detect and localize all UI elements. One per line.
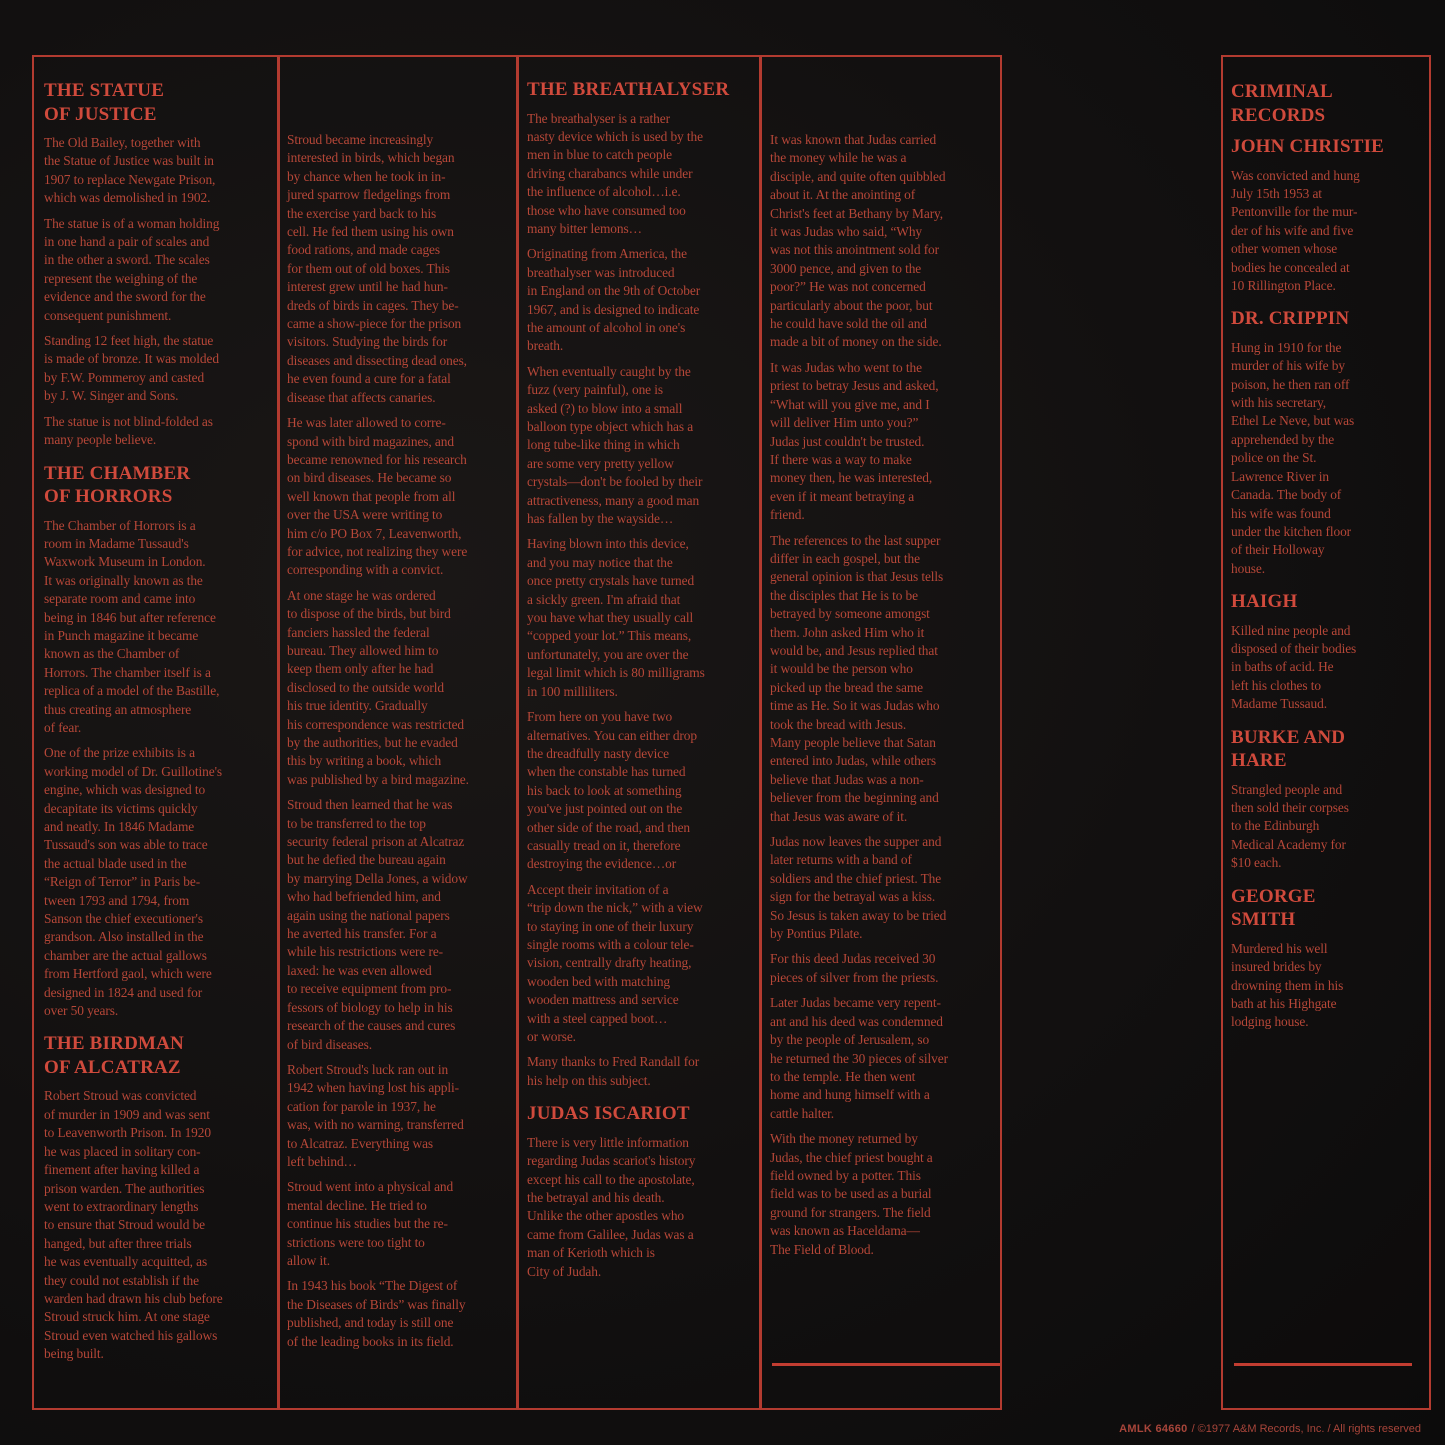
- paragraph: One of the prize exhibits is a working model of Dr. Guillotine's engine, which was designed to decapitate its victims quickly and neatly. In 1846 Madame Tussaud's son was able to trace the actual blade used in the “Reign of Terror” in Paris be- tween 1793 and 1794, from Sanson the chief executioner's grandson. Also installed in the chamber are the actual gallows from Hertford gaol, which were designed in 1824 and used for over 50 years.: [44, 745, 223, 1019]
- column-1: [44, 77, 276, 1371]
- paragraph: He was later allowed to corre- spond with bird magazines, and became renowned for his research on bird diseases. He became so well known that people from all over the USA were writing to him c/o PO Box 7, Leavenworth, for advice, not realizing they were corresponding with a convict.: [287, 415, 468, 578]
- catalog-number: AMLK 64660: [1119, 1423, 1188, 1435]
- paragraph: Stroud went into a physical and mental decline. He tried to continue his studies but the re- strictions were too tight to allow it.: [287, 1179, 454, 1268]
- paragraph: Originating from America, the breathalyser was introduced in England on the 9th of October 1967, and is designed to indicate the amount of alcohol in one's breath.: [527, 246, 701, 354]
- heading-judas-iscariot: JUDAS ISCARIOT: [527, 1103, 690, 1125]
- paragraph: It was known that Judas carried the money while he was a disciple, and quite often quibbled about it. At the anointing of Christ's feet at Bethany by Mary, it was Judas who said, “Why was not this anointment sold for 3000 pence, and given to the poor?” He was not concerned particularly about the poor, but he could have sold the oil and made a bit of money on the side.: [770, 132, 946, 350]
- divider-rule-column-4: [772, 1363, 1000, 1366]
- paragraph: Stroud became increasingly interested in birds, which began by chance when he took in in- jured sparrow fledgelings from the exercise yard back to his cell. He fed them using his own food rations, and made cages for them out of old boxes. This interest grew until he had hun- dreds of birds in cages. They be- came a show-piece for the prison visitors. Studying the birds for diseases and dissecting dead ones, he even found a cure for a fatal disease that affects canaries.: [287, 132, 467, 405]
- paragraph: It was Judas who went to the priest to betray Jesus and asked, “What will you give me, and I will deliver Him unto you?” Judas just couldn't be trusted. If there was a way to make money then, he was interested, even if it meant betraying a friend.: [770, 359, 939, 523]
- paragraph: Many thanks to Fred Randall for his help on this subject.: [527, 1054, 700, 1088]
- paragraph: Robert Stroud's luck ran out in 1942 when having lost his appli- cation for parole in 1937, he was, with no warning, transferred to Alcatraz. Everything was left behind…: [287, 1061, 464, 1169]
- paragraph: Stroud then learned that he was to be transferred to the top security federal prison at Alcatraz but he defied the bureau again by marrying Della Jones, a widow who had befriended him, and again using the national papers he averted his transfer. For a while his restrictions were re- laxed: he was even allowed to receive equipment from pro- fessors of biology to help in his research of the causes and cures of bird diseases.: [287, 797, 468, 1052]
- paragraph: The statue is of a woman holding in one hand a pair of scales and in the other a sword. The scales represent the weighing of the evidence and the sword for the consequent punishment.: [44, 215, 220, 323]
- paragraph: Hung in 1910 for the murder of his wife by poison, he then ran off with his secretary, Ethel Le Neve, but was apprehended by the police on the St. Lawrence River in Canada. The body of his wife was found under the kitchen floor of their Holloway house.: [1231, 339, 1355, 576]
- copyright-notice: / ©1977 A&M Records, Inc. / All rights reserved: [1191, 1423, 1421, 1435]
- paragraph: Accept their invitation of a “trip down the nick,” with a view to staying in one of their luxury single rooms with a colour tele- vision, centrally drafty heating, wooden bed with matching wooden mattress and service with a steel capped boot… or worse.: [527, 881, 703, 1044]
- paragraph: Murdered his well insured brides by drowning them in his bath at his Highgate lodging house.: [1231, 940, 1344, 1030]
- paragraph: The Chamber of Horrors is a room in Madame Tussaud's Waxwork Museum in London. It was originally known as the separate room and came into being in 1846 but after reference in Punch magazine it became known as the Chamber of Horrors. The chamber itself is a replica of a model of the Bastille, thus creating an atmosphere of fear.: [44, 517, 220, 735]
- heading-george-smith: GEORGE SMITH: [1231, 885, 1316, 931]
- paragraph: Strangled people and then sold their corpses to the Edinburgh Medical Academy for $10 each.: [1231, 781, 1349, 871]
- divider-rule-column-5: [1234, 1363, 1412, 1366]
- paragraph: The Old Bailey, together with the Statue of Justice was built in 1907 to replace Newgate Prison, which was demolished in 1902.: [44, 135, 216, 206]
- paragraph: When eventually caught by the fuzz (very painful), one is asked (?) to blow into a small balloon type object which has a long tube-like thing in which are some very pretty yellow crystals—don't be fooled by their attractiveness, many a good man has fallen by the wayside…: [527, 363, 703, 527]
- paragraph: At one stage he was ordered to dispose of the birds, but bird fanciers hassled the federal bureau. They allowed him to keep them only after he had disclosed to the outside world his true identity. Gradually his correspondence was restricted by the authorities, but he evaded this by writing a book, which was published by a bird magazine.: [287, 587, 469, 787]
- column-4: [770, 131, 1000, 1266]
- heading-breathalyser: THE BREATHALYSER: [527, 79, 730, 100]
- paragraph: Was convicted and hung July 15th 1953 at Pentonville for the mur- der of his wife and five other women whose bodies he concealed at 10 Rillington Place.: [1231, 167, 1360, 293]
- heading-birdman-of-alcatraz: THE BIRDMAN OF ALCATRAZ: [44, 1033, 184, 1078]
- paragraph: Killed nine people and disposed of their bodies in baths of acid. He left his clothes to Madame Tussaud.: [1231, 622, 1357, 712]
- footer-credits: [1119, 1423, 1421, 1435]
- heading-chamber-of-horrors: THE CHAMBER OF HORRORS: [44, 462, 191, 507]
- paragraph: There is very little information regarding Judas scariot's history except his call to the apostolate, the betrayal and his death. Unlike the other apostles who came from Galilee, Judas was a man of Kerioth which is City of Judah.: [527, 1134, 696, 1279]
- paragraph: Judas now leaves the supper and later returns with a band of soldiers and the chief priest. The sign for the betrayal was a kiss. So Jesus is taken away to be tried by Pontius Pilate.: [770, 834, 947, 942]
- heading-dr-crippin: DR. CRIPPIN: [1231, 308, 1350, 330]
- paragraph: Later Judas became very repent- ant and his deed was condemned by the people of Jerusalem, so he returned the 30 pieces of silver to the temple. He then went home and hung himself with a cattle halter.: [770, 995, 948, 1121]
- paragraph: With the money returned by Judas, the chief priest bought a field owned by a potter. This field was to be used as a burial ground for strangers. The field was known as Haceldama— The Field of Blood.: [770, 1131, 933, 1257]
- heading-statue-of-justice: THE STATUE OF JUSTICE: [44, 80, 165, 125]
- column-3: [527, 76, 759, 1288]
- column-5: [1231, 78, 1427, 1039]
- paragraph: Standing 12 feet high, the statue is made of bronze. It was molded by F.W. Pommeroy and casted by J. W. Singer and Sons.: [44, 333, 219, 404]
- paragraph: In 1943 his book “The Digest of the Diseases of Birds” was finally published, and today is still one of the leading books in its field.: [287, 1278, 466, 1349]
- paragraph: From here on you have two alternatives. You can either drop the dreadfully nasty device when the constable has turned his back to look at something you've just pointed out on the other side of the road, and then casually tread on it, therefore destroying the evidence…or: [527, 709, 697, 872]
- paragraph: The references to the last supper differ in each gospel, but the general opinion is that Jesus tells the disciples that He is to be betrayed by someone amongst them. John asked Him who it would be, and Jesus replied that it would be the person who picked up the bread the same time as He. So it was Judas who took the bread with Jesus. Many people believe that Satan entered into Judas, while others believe that Judas was a non- believer from the beginning and that Jesus was aware of it.: [770, 532, 944, 824]
- heading-burke-and-hare: BURKE AND HARE: [1231, 726, 1346, 772]
- column-2: [287, 131, 515, 1358]
- heading-john-christie: JOHN CHRISTIE: [1231, 136, 1385, 157]
- heading-haigh: HAIGH: [1231, 591, 1298, 613]
- paragraph: The statue is not blind-folded as many people believe.: [44, 413, 213, 448]
- paragraph: Having blown into this device, and you may notice that the once pretty crystals have turned a sickly green. I'm afraid that you have what they usually call “copped your lot.” This means, unfortunately, you are over the legal limit which is 80 milligrams in 100 milliliters.: [527, 536, 705, 699]
- paragraph: Robert Stroud was convicted of murder in 1909 and was sent to Leavenworth Prison. In 1920 he was placed in solitary con- finement after having killed a prison warden. The authorities went to extraordinary lengths to ensure that Stroud would be hanged, but after three trials he was eventually acquitted, as they could not establish if the warden had drawn his club before Stroud struck him. At one stage Stroud even watched his gallows being built.: [44, 1088, 223, 1362]
- heading-criminal-records: CRIMINAL RECORDS: [1231, 81, 1333, 126]
- paragraph: The breathalyser is a rather nasty device which is used by the men in blue to catch people driving charabancs while under the influence of alcohol…i.e. those who have consumed too many bitter lemons…: [527, 110, 703, 236]
- paragraph: For this deed Judas received 30 pieces of silver from the priests.: [770, 951, 939, 985]
